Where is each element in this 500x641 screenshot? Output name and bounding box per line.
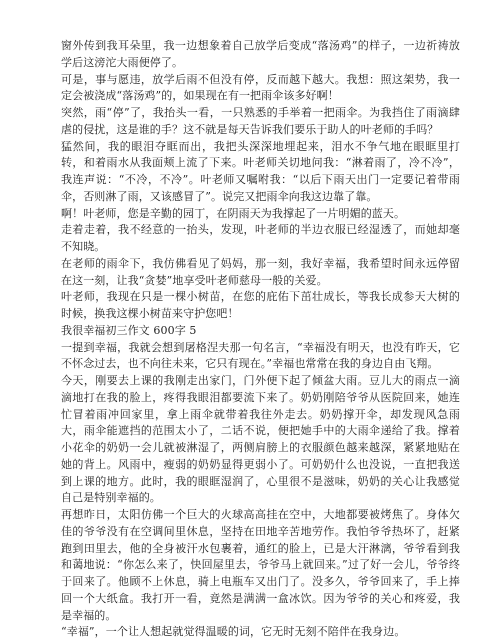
- paragraph-happiness-quote: 一提到幸福，我就会想到屠格涅夫那一句名言，“幸福没有明天，也没有昨天，它不怀念过去，也不向往未来，它只有现在。”幸福也常常在我的身边自由飞翔。: [61, 340, 460, 371]
- paragraph-gardener: 啊！叶老师，您是辛勤的园丁，在阴雨天为我撑起了一片明媚的蓝天。: [61, 206, 406, 220]
- paragraph-like-mother: 在老师的雨伞下，我仿佛看见了妈妈，那一刻，我好幸福，我希望时间永远停留在这一刻，让我“贪婪”地享受叶老师慈母一般的关爱。: [61, 256, 460, 287]
- paragraph-rain-prayer: 窗外传到我耳朵里，我一边想象着自己放学后变成“落汤鸡”的样子，一边祈祷放学后这滂沱大雨便停了。: [61, 39, 460, 69]
- paragraph-grandpa-field: 再想昨日，太阳仿佛一个巨大的火球高高挂在空中，大地都要被烤焦了。身体欠佳的爷爷没有在空调间里休息，坚持在田地辛苦地劳作。我怕爷爷热坏了，赶紧跑到田里去，他的全身被汗水包裹着，通红的脸上，已是大汗淋漓，爷爷看到我和蔼地说：“你怎么来了，快回屋里去，爷爷马上就回来。”过了好一会儿，爷爷终于回来了。他顾不上休息，骑上电瓶车又出门了。没多久，爷爷回来了，手上捧回一个大纸盒。我打开一看，竟然是满满一盒冰饮。因为爷爷的关心和疼爱，我是幸福的。: [61, 508, 460, 622]
- paragraph-teacher-umbrella: 突然，雨“停”了，我抬头一看，一只熟悉的手举着一把雨伞。为我挡住了雨滴肆虐的侵扰，这是谁的手？这不就是每天告诉我们要乐于助人的叶老师的手吗？: [61, 106, 460, 136]
- paragraph-rain-heavier: 可是，事与愿违，放学后雨不但没有停，反而越下越大。我想：照这架势，我一定会被浇成“落汤鸡”的，如果现在有一把雨伞该多好啊！: [61, 72, 460, 103]
- paragraph-wet-clothes: 走着走着，我不经意的一抬头，发现，叶老师的半边衣服已经湿透了，而她却毫不知晓。: [61, 223, 460, 253]
- essay-title: 我很幸福初三作文 600字 5: [61, 323, 197, 337]
- paragraph-tears: 猛然间，我的眼泪夺眶而出，我把头深深地埋起来，泪水不争气地在眼眶里打转，和着雨水从我面颊上流了下来。叶老师关切地问我：“淋着雨了，冷不冷”，我连声说：“不冷，不冷”。叶老师又嘱咐我：“以后下雨天出门一定要记着带雨伞，否则淋了雨，又该感冒了”。说完又把雨伞向我这边靠了靠。: [61, 139, 460, 203]
- paragraph-grandma-umbrella: 今天，刚要去上课的我刚走出家门，门外便下起了倾盆大雨。豆儿大的雨点一滴滴地打在我的脸上，疼得我眼泪都要流下来了。奶奶刚陪爷爷从医院回来，她连忙冒着雨冲回家里，拿上雨伞就带着我往外走去。奶奶撑开伞，却发现风急雨大，雨伞能遮挡的范围太小了，二话不说，便把她手中的大雨伞递给了我。撑着小花伞的奶奶一会儿就被淋湿了，两侧肩膀上的衣服颜色越来越深，紧紧地贴在她的背上。风雨中，瘦弱的奶奶显得更弱小了。可奶奶什么也没说，一直把我送到上课的地方。此时，我的眼眶湿润了，心里很不是滋味，奶奶的关心让我感觉自己是特别幸福的。: [61, 374, 460, 505]
- paragraph-sapling: 叶老师，我现在只是一棵小树苗，在您的庇佑下茁壮成长，等我长成参天大树的时候，换我这棵小树苗来守护您吧！: [61, 290, 460, 320]
- paragraph-conclusion: “幸福”，一个让人想起就觉得温暖的词，它无时无刻不陪伴在我身边。: [61, 625, 406, 639]
